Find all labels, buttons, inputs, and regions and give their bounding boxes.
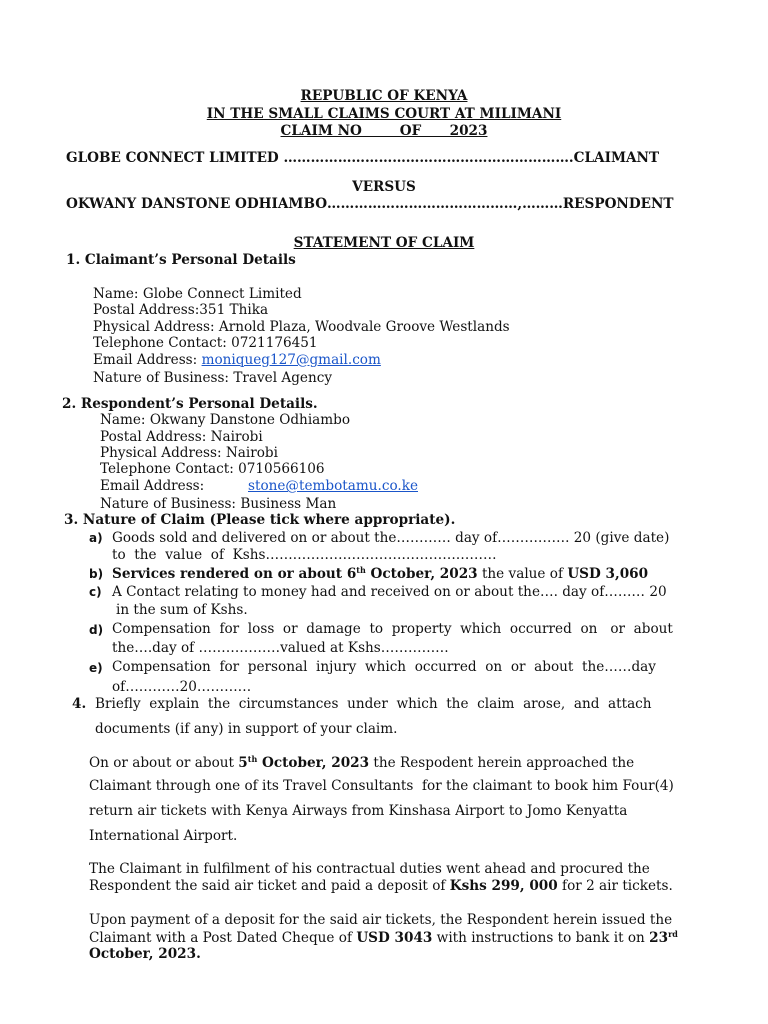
- respondent-line: OKWANY DANSTONE ODHIAMBO……………………………………,………RESPONDENT: [66, 196, 674, 212]
- item-b-text: Services rendered on or about 6: [112, 566, 357, 582]
- item-b-line: [112, 565, 648, 582]
- respondent-physical: Physical Address: Nairobi: [100, 445, 278, 461]
- respondent-email-link[interactable]: stone@tembotamu.co.ke: [248, 478, 418, 494]
- claimant-email-label: Email Address:: [93, 352, 202, 368]
- section4-number: 4.: [72, 696, 87, 712]
- item-c-marker: c): [89, 585, 102, 599]
- narrative-p3-amount: USD 3043: [356, 930, 433, 946]
- item-d-line2: the….day of ………………valued at Kshs……………: [112, 640, 449, 656]
- versus-label: VERSUS: [352, 179, 416, 195]
- narrative-p1-line4: International Airport.: [89, 828, 238, 844]
- section3-heading: 3. Nature of Claim (Please tick where appropriate).: [64, 512, 456, 528]
- item-e-marker: e): [89, 661, 103, 675]
- claimant-business: Nature of Business: Travel Agency: [93, 370, 333, 386]
- section1-heading: 1. Claimant’s Personal Details: [66, 252, 296, 268]
- item-c-line1: A Contact relating to money had and received on or about the…. day of……… 20: [112, 584, 667, 600]
- item-e-line2: of…………20…………: [112, 679, 252, 695]
- item-b-date: October, 2023: [365, 566, 478, 582]
- narrative-p1-day: 5: [238, 755, 248, 771]
- item-d-line1: Compensation for loss or damage to property which occurred on or about: [112, 621, 673, 637]
- respondent-postal: Postal Address: Nairobi: [100, 429, 263, 445]
- item-b-amount: USD 3,060: [567, 566, 649, 582]
- item-a-line1: Goods sold and delivered on or about the………… day of……………. 20 (give date): [112, 530, 670, 546]
- item-a-line2: to the value of Kshs……………………………………………: [112, 547, 497, 563]
- claimant-name: Name: Globe Connect Limited: [93, 286, 302, 302]
- claimant-email-link[interactable]: moniqueg127@gmail.com: [201, 352, 381, 368]
- item-b-sup: th: [356, 565, 366, 575]
- narrative-p3-day: 23: [649, 930, 669, 946]
- item-b-marker: b): [89, 567, 104, 581]
- narrative-p1-line1: [89, 754, 634, 771]
- section4-line2: documents (if any) in support of your claim.: [95, 721, 398, 737]
- narrative-p1-sup: th: [247, 754, 258, 764]
- narrative-p1-post: the Respodent herein approached the: [369, 755, 635, 771]
- item-b-mid: the value of: [477, 566, 568, 582]
- narrative-p1-date: October, 2023: [257, 755, 370, 771]
- item-e-line1: Compensation for personal injury which occurred on or about the……day: [112, 659, 656, 675]
- respondent-name: Name: Okwany Danstone Odhiambo: [100, 412, 351, 428]
- narrative-p2-amount: Kshs 299, 000: [449, 878, 558, 894]
- claimant-email-row: [93, 352, 381, 368]
- narrative-p3-line2: [89, 929, 678, 946]
- header-court: IN THE SMALL CLAIMS COURT AT MILIMANI: [206, 106, 562, 122]
- claimant-telephone: Telephone Contact: 0721176451: [93, 335, 318, 351]
- respondent-email-label: Email Address:: [100, 478, 205, 494]
- item-d-marker: d): [89, 623, 104, 637]
- narrative-p2-post: for 2 air tickets.: [557, 878, 673, 894]
- narrative-p3-line1: Upon payment of a deposit for the said air tickets, the Respondent herein issued the: [89, 912, 673, 928]
- narrative-p1-line2: Claimant through one of its Travel Consultants for the claimant to book him Four(4): [89, 778, 674, 794]
- narrative-p2-line1: The Claimant in fulfilment of his contractual duties went ahead and procured the: [89, 861, 650, 877]
- header-republic: REPUBLIC OF KENYA: [300, 88, 468, 104]
- narrative-p2-line2: [89, 878, 673, 894]
- respondent-business: Nature of Business: Business Man: [100, 496, 337, 512]
- claimant-postal: Postal Address:351 Thika: [93, 302, 269, 318]
- respondent-telephone: Telephone Contact: 0710566106: [100, 461, 325, 477]
- narrative-p1-pre: On or about or about: [89, 755, 239, 771]
- section2-heading: 2. Respondent’s Personal Details.: [62, 396, 318, 412]
- narrative-p3-pre: Claimant with a Post Dated Cheque of: [89, 930, 357, 946]
- item-c-line2: in the sum of Kshs.: [116, 602, 248, 618]
- claimant-line: GLOBE CONNECT LIMITED ……………………………………………………….CLAIMANT: [66, 150, 660, 166]
- item-a-marker: a): [89, 531, 103, 545]
- narrative-p1-line3: return air tickets with Kenya Airways from Kinshasa Airport to Jomo Kenyatta: [89, 803, 628, 819]
- document-title: STATEMENT OF CLAIM: [293, 235, 475, 251]
- header-claim-no: CLAIM NO OF 2023: [280, 123, 488, 139]
- narrative-p3-sup: rd: [668, 929, 678, 939]
- narrative-p3-mid: with instructions to bank it on: [432, 930, 650, 946]
- narrative-p2-pre: Respondent the said air ticket and paid a deposit of: [89, 878, 450, 894]
- section4-line1: Briefly explain the circumstances under which the claim arose, and attach: [95, 696, 652, 712]
- narrative-p3-line3: October, 2023.: [89, 946, 201, 962]
- claimant-physical: Physical Address: Arnold Plaza, Woodvale Groove Westlands: [93, 319, 510, 335]
